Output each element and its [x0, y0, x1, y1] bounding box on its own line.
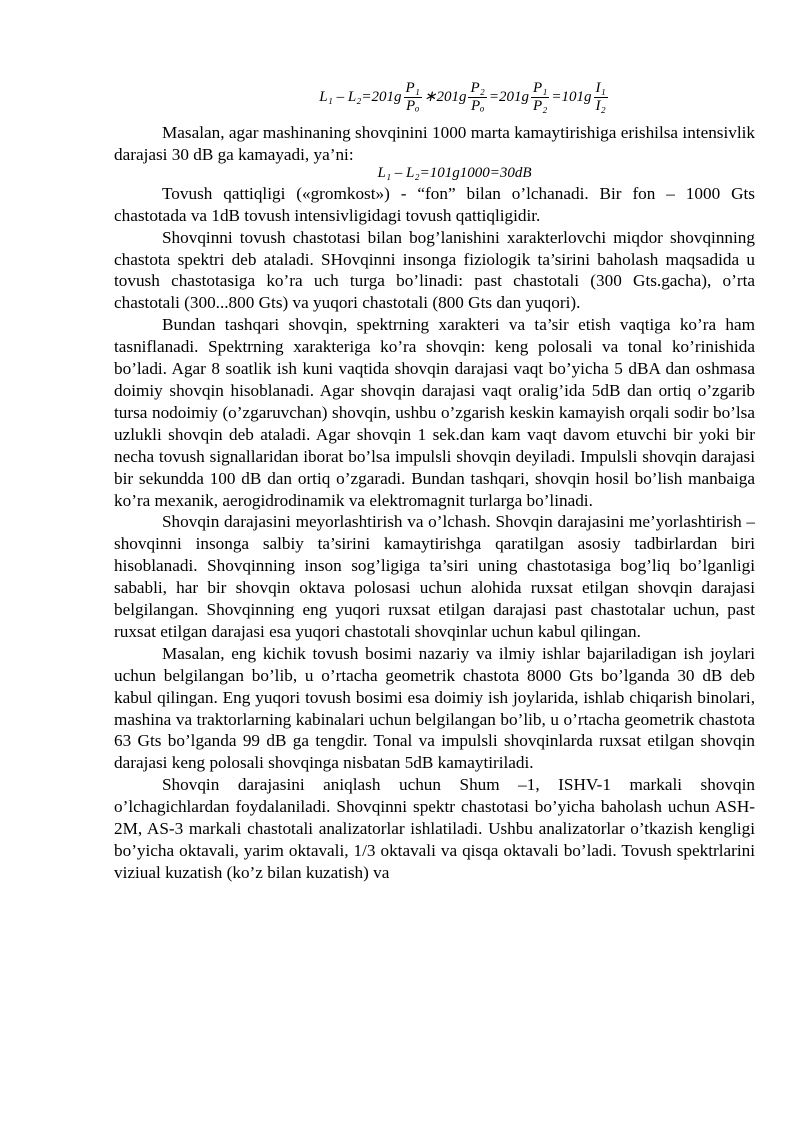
fraction-4-numerator: I₁	[595, 79, 606, 96]
formula-term-4: 101g	[561, 89, 592, 105]
fraction-3	[531, 80, 549, 115]
formula-equals-1: =	[488, 89, 499, 105]
formula-multiply: ∗	[423, 89, 437, 105]
paragraph-measurement-instruments: Shovqin darajasini aniqlash uchun Shum –1, ISHV-1 markali shovqin o’lchagichlardan foydalaniladi. Shovqinni spektr chastotasi bo’yicha baholash uchun ASH-2M, AS-3 markali chastotali analizatorlar ishlatiladi. Ushbu analizatorlar o’tkazish kengligi bo’yicha oktavali, yarim oktavali, 1/3 oktavali va qisqa oktavali bo’ladi. Tovush spektrlarini viziual kuzatish (ko’z bilan kuzatish) va	[114, 775, 755, 882]
formula-30db: L₁ – L₂=101g1000=30dB	[377, 164, 532, 181]
document-page	[114, 72, 755, 884]
fraction-2-denominator: Pₒ	[470, 97, 485, 114]
fraction-2-numerator: P₂	[470, 79, 485, 96]
fraction-1	[404, 80, 422, 115]
fraction-3-numerator: P₁	[533, 79, 548, 96]
formula-equals-2: =	[551, 89, 562, 105]
paragraph-loudness-fon: Tovush qattiqligi («gromkost») - “fon” bilan o’lchanadi. Bir fon – 1000 Gts chastotada va 1dB tovush intensivligidagi tovush qattiqligidir.	[114, 183, 755, 225]
formula-lhs: L₁ – L₂=	[319, 89, 372, 105]
fraction-3-denominator: P₂	[533, 97, 548, 114]
fraction-1-denominator: Pₒ	[405, 97, 420, 114]
paragraph-noise-normalization: Shovqin darajasini meyorlashtirish va o’lchash. Shovqin darajasini me’yorlashtirish – shovqinni insonga salbiy ta’sirini kamaytirishga qaratilgan asosiy tadbirlardan biri hisoblanadi. Shovqinning inson sog’ligiga ta’siri uning chastotasiga bog’liq bo’lganligi sababli, har bir shovqin oktava polosasi uchun alohida ruxsat etilgan shovqin darajasi belgilangan. Shovqinning eng yuqori ruxsat etilgan darajasi past chastotalar uchun, past ruxsat etilgan darajasi esa yuqori chastotali shovqinlar uchun kabul qilingan.	[114, 512, 755, 641]
fraction-1-numerator: P₁	[405, 79, 420, 96]
fraction-2	[468, 80, 486, 115]
formula-term-2: 201g	[436, 89, 467, 105]
formula-term-3: 201g	[499, 89, 529, 105]
fraction-4-denominator: I₂	[595, 97, 606, 114]
paragraph-sound-pressure-example: Masalan, eng kichik tovush bosimi nazariy va ilmiy ishlar bajariladigan ish joylari uchun belgilangan bo’lib, u o’rtacha geometrik chastota 8000 Gts bo’lganda 30 dB deb kabul qilingan. Eng yuqori tovush bosimi esa doimiy ish joylarida, ishlab chiqarish binolari, mashina va traktorlarning kabinalari uchun belgilangan bo’lib, u o’rtacha geometrik chastota 63 Gts bo’lganda 99 dB ga tengdir. Tonal va impulsli shovqinlarda ruxsat etilgan shovqin darajasi keng polosali shovqinga nisbatan 5dB kamaytiriladi.	[114, 643, 755, 773]
paragraph-example-1000: Masalan, agar mashinaning shovqinini 1000 marta kamaytirishiga erishilsa intensivlik darajasi 30 dB ga kamayadi, ya’ni:	[114, 123, 755, 164]
fraction-4	[594, 80, 608, 115]
paragraph-frequency-spectrum: Shovqinni tovush chastotasi bilan bog’lanishini xarakterlovchi miqdor shovqinning chastota spektri deb ataladi. SHovqinni insonga fiziologik ta’sirini baholash maqsadida u tovush chastotasiga ko’ra uch turga bo’linadi: past chastotali (300 Gts.gacha), o’rta chastotali (300...800 Gts) va yuqori chastotali (800 Gts dan yuqori).	[114, 227, 755, 313]
formula-term-1: 201g	[371, 89, 402, 105]
formula-level-difference	[114, 72, 755, 122]
paragraph-noise-classification: Bundan tashqari shovqin, spektrning xarakteri va ta’sir etish vaqtiga ko’ra ham tasniflanadi. Spektrning xarakteriga ko’ra shovqin: keng polosali va tonal ko’rinishida bo’ladi. Agar 8 soatlik ish kuni vaqtida shovqin darajasi vaqt bo’yicha 5 dBA dan oshmasa doimiy shovqin hisoblanadi. Agar shovqin darajasi vaqt oralig’ida 5dB dan ortiq o’zgarib tursa nodoimiy (o’zgaruvchan) shovqin, ushbu o’zgarish keskin kamayish orqali sodir bo’lsa uzlukli shovqin deb ataladi. Agar shovqin 1 sek.dan kam vaqt davom etuvchi bir yoki bir necha tovush signallaridan iborat bo’lsa impulsli shovqin deyiladi. Impulsli shovqin darajasi bir sekundda 100 dB dan ortiq o’zgaradi. Bundan tashqari, shovqin hosil bo’lish manbaiga ko’ra mexanik, aerogidrodinamik va elektromagnit turlarga bo’linadi.	[114, 315, 755, 510]
